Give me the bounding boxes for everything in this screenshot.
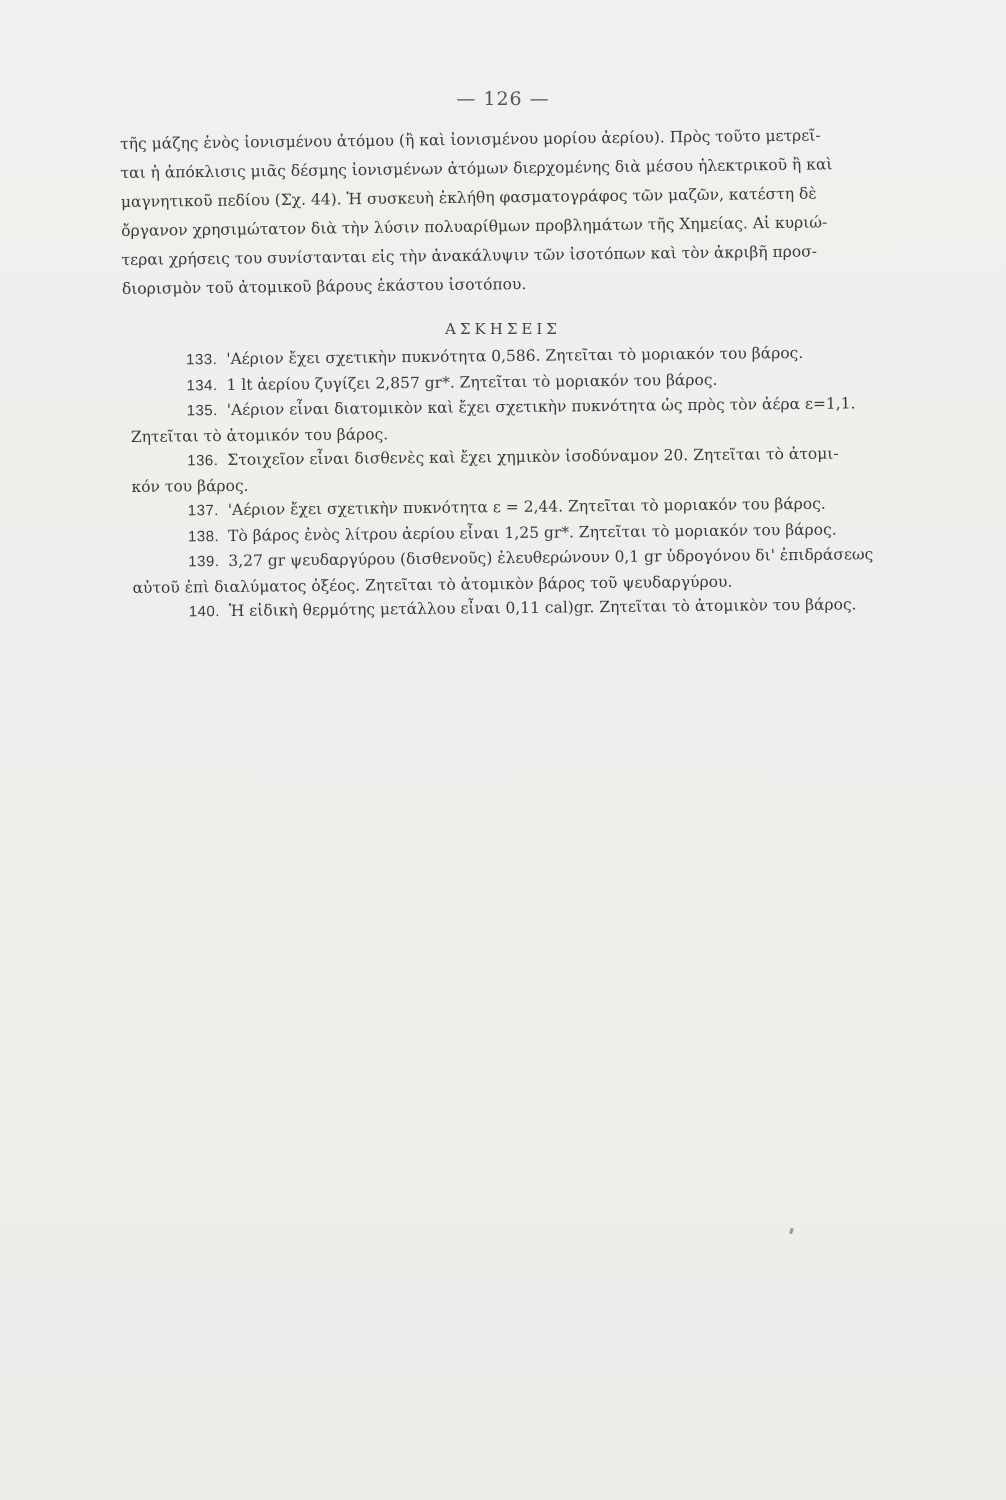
intro-paragraph (120, 120, 958, 304)
exercise-number: 136. (187, 452, 219, 470)
exercise-number: 138. (187, 527, 220, 545)
intro-line: μαγνητικοῦ πεδίου (Σχ. 44). Ἡ συσκευὴ ἐκλήθη φασματογράφος τῶν μαζῶν, κατέστη δὲ (120, 184, 817, 211)
exercise-continuation: αὐτοῦ ἐπὶ διαλύματος ὀξέος. Ζητεῖται τὸ ἀτομικὸν βάρος τοῦ ψευδαργύρου. (132, 572, 733, 597)
exercise-number: 135. (186, 402, 218, 420)
exercise-number: 134. (186, 376, 218, 394)
exercise-number: 133. (186, 351, 218, 369)
intro-line: ὄργανον χρησιμώτατον διὰ τὴν λύσιν πολυαρίθμων προβλημάτων τῆς Χημείας. Αἱ κυριώ- (121, 213, 828, 240)
page-number: — 126 — (456, 88, 550, 110)
intro-line: διορισμὸν τοῦ ἀτομικοῦ βάρους ἑκάστου ἰσοτόπου. (121, 275, 527, 298)
exercise-text: Στοιχεῖον εἶναι δισθενὲς καὶ ἔχει χημικὸν ἰσοδύναμον 20. Ζητεῖται τὸ ἀτομι- (227, 444, 839, 469)
exercise-text: Ἡ εἰδικὴ θερμότης μετάλλου εἶναι 0,11 cal)gr. Ζητεῖται τὸ ἀτομικὸν του βάρος. (228, 595, 857, 620)
exercise-continuation: Ζητεῖται τὸ ἀτομικόν του βάρος. (130, 424, 389, 446)
exercise-continuation: κόν του βάρος. (131, 476, 249, 496)
exercise-number: 140. (188, 603, 221, 621)
intro-line: τεραι χρήσεις του συνίστανται εἰς τὴν ἀνακάλυψιν τῶν ἰσοτόπων καὶ τὸν ἀκριβῆ προσ- (121, 242, 818, 269)
exercise-text: 3,27 gr ψευδαργύρου (δισθενοῦς) ἐλευθερώνουν 0,1 gr ὑδρογόνου δι' ἐπιδράσεως (228, 545, 874, 570)
section-heading: ΑΣΚΗΣΕΙΣ (445, 320, 561, 338)
exercise-text: 1 lt ἀερίου ζυγίζει 2,857 gr*. Ζητεῖται τὸ μοριακόν του βάρος. (226, 370, 718, 394)
intro-line: τῆς μάζης ἑνὸς ἰονισμένου ἀτόμου (ἢ καὶ ἰονισμένου μορίου ἀερίου). Πρὸς τοῦτο μετρεῖ- (120, 126, 821, 153)
exercise-text: Τὸ βάρος ἑνὸς λίτρου ἀερίου εἶναι 1,25 gr*. Ζητεῖται τὸ μοριακόν του βάρος. (228, 520, 837, 545)
exercise-number: 139. (188, 553, 220, 571)
exercise-list (130, 339, 969, 625)
intro-line: ται ἡ ἀπόκλισις μιᾶς δέσμης ἰονισμένων ἀτόμων διερχομένης διὰ μέσου ἠλεκτρικοῦ ἢ καὶ (120, 155, 833, 182)
exercise-text: 'Αέριον ἔχει σχετικὴν πυκνότητα ε = 2,44. Ζητεῖται τὸ μοριακόν του βάρος. (227, 494, 826, 519)
exercise-text: 'Αέριον ἔχει σχετικὴν πυκνότητα 0,586. Ζητεῖται τὸ μοριακόν του βάρος. (226, 343, 804, 368)
paper-speck (789, 1228, 794, 1235)
exercise-number: 137. (187, 502, 219, 520)
exercise-text: 'Αέριον εἶναι διατομικὸν καὶ ἔχει σχετικὴν πυκνότητα ὡς πρὸς τὸν ἀέρα ε=1,1. (226, 394, 856, 419)
